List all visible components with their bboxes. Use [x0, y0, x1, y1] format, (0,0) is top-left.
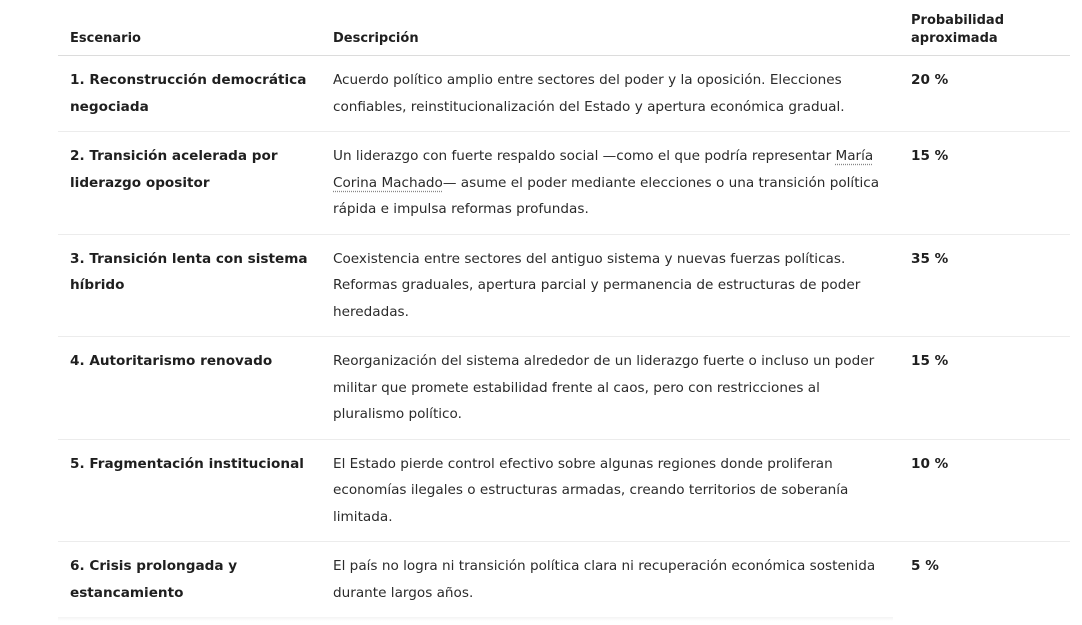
probability-cell: 20 % [899, 56, 1070, 132]
probability-cell: 15 % [899, 132, 1070, 235]
scenario-cell: 3. Transición lenta con sistema híbrido [58, 234, 321, 337]
person-link[interactable]: María Corina Machado [333, 148, 874, 191]
header-scenario: Escenario [58, 6, 321, 56]
bottom-divider [58, 617, 893, 621]
probability-cell: 5 % [911, 558, 939, 574]
scenario-cell: 5. Fragmentación institucional [58, 439, 321, 542]
probability-cell: 10 % [899, 439, 1070, 542]
description-text-after: — asume el poder mediante elecciones o una transición política rápida e impulsa reformas profundas. [333, 174, 880, 217]
description-cell: El Estado pierde control efectivo sobre algunas regiones donde proliferan economías ilegales o estructuras armadas, creando territorios de soberanía limitada. [321, 439, 899, 542]
description-cell: Acuerdo político amplio entre sectores del poder y la oposición. Elecciones confiables, reinstitucionalización del Estado y apertura económica gradual. [321, 56, 899, 132]
header-probability: Probabilidad aproximada [899, 6, 1070, 56]
table-row [58, 439, 1070, 542]
table-row [58, 234, 1070, 337]
table-row [58, 542, 1070, 618]
description-cell: Reorganización del sistema alrededor de un liderazgo fuerte o incluso un poder militar que promete estabilidad frente al caos, pero con restricciones al pluralismo político. [321, 337, 899, 440]
probability-cell: 35 % [899, 234, 1070, 337]
table-row [58, 56, 1070, 132]
description-cell [321, 132, 899, 235]
header-row [58, 6, 1070, 56]
table-body [58, 56, 1070, 618]
description-cell: El país no logra ni transición política clara ni recuperación económica sostenida durante largos años. [333, 558, 876, 601]
table-row [58, 337, 1070, 440]
header-description: Descripción [321, 6, 899, 56]
description-cell: Coexistencia entre sectores del antiguo sistema y nuevas fuerzas políticas. Reformas graduales, apertura parcial y permanencia de estructuras de poder heredadas. [321, 234, 899, 337]
scenario-cell: 4. Autoritarismo renovado [58, 337, 321, 440]
probability-cell: 15 % [899, 337, 1070, 440]
scenario-cell: 6. Crisis prolongada y estancamiento [70, 558, 238, 601]
table-row [58, 132, 1070, 235]
scenarios-table [58, 6, 1070, 617]
table-header [58, 6, 1070, 56]
scenario-cell: 1. Reconstrucción democrática negociada [58, 56, 321, 132]
description-text-before: Un liderazgo con fuerte respaldo social —como el que podría representar [333, 148, 836, 164]
scenario-cell: 2. Transición acelerada por liderazgo opositor [58, 132, 321, 235]
